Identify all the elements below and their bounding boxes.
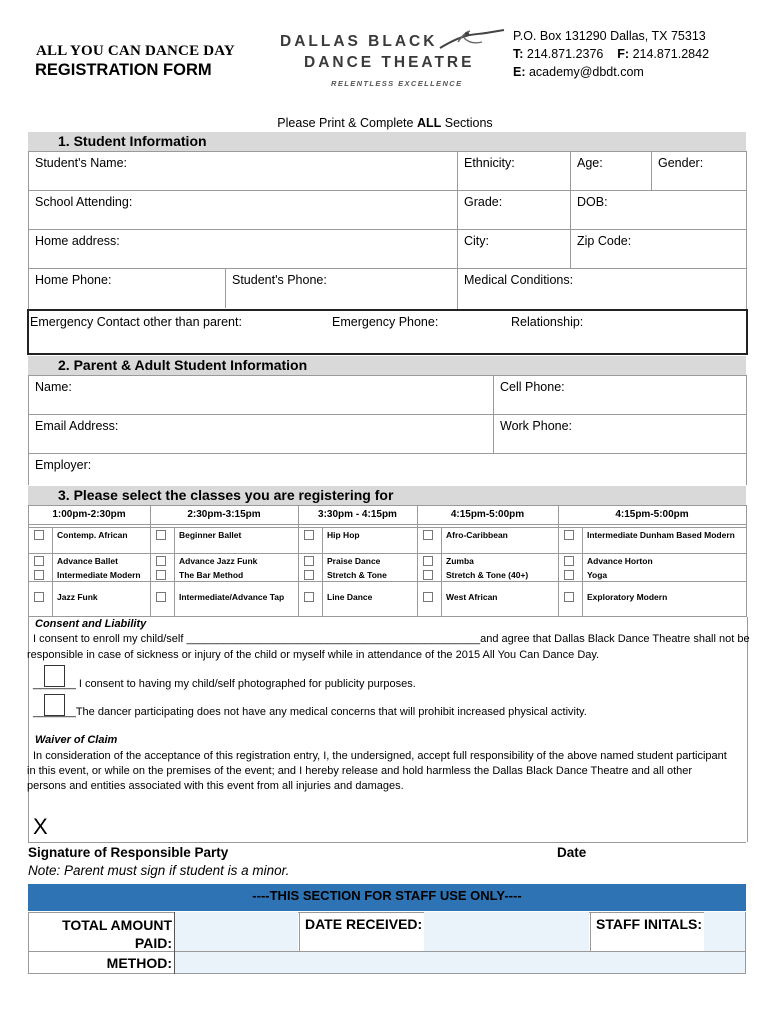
class-checkbox[interactable]	[423, 570, 433, 580]
date-received-label: DATE RECEIVED:	[305, 916, 423, 932]
phone-fax-line	[513, 45, 709, 63]
class-option-label: Advance Ballet	[57, 556, 118, 566]
consent-line1-prefix: I consent to enroll my child/self	[33, 633, 187, 645]
class-option-label: Hip Hop	[327, 530, 360, 540]
waiver-heading: Waiver of Claim	[35, 734, 118, 746]
photo-consent-blank[interactable]: _______	[33, 678, 76, 690]
work-phone-field[interactable]: Work Phone:	[500, 419, 573, 433]
class-checkbox[interactable]	[423, 530, 433, 540]
minor-note: Note: Parent must sign if student is a minor.	[28, 863, 290, 878]
email-line	[513, 63, 709, 81]
class-option-label: Intermediate Dunham Based Modern	[587, 530, 735, 540]
medical-consent-line	[33, 705, 587, 721]
class-option-label: Contemp. African	[57, 530, 128, 540]
gender-field[interactable]: Gender:	[658, 156, 704, 170]
class-option-label: The Bar Method	[179, 570, 244, 580]
students-name-field[interactable]: Student's Name:	[35, 156, 128, 170]
signature-x-mark: X	[33, 814, 48, 839]
child-name-blank[interactable]: ________________________________________________	[186, 633, 481, 645]
relationship-field[interactable]: Relationship:	[511, 315, 584, 329]
school-field[interactable]: School Attending:	[35, 195, 133, 209]
email-address: academy@dbdt.com	[528, 65, 644, 79]
photo-consent-text: I consent to having my child/self photographed for publicity purposes.	[75, 678, 416, 690]
staff-initials-input[interactable]	[704, 912, 745, 951]
date-label: Date	[557, 845, 587, 860]
class-checkbox[interactable]	[304, 570, 314, 580]
class-checkbox[interactable]	[34, 570, 44, 580]
total-amount-paid-label	[28, 916, 172, 952]
class-checkbox[interactable]	[564, 556, 574, 566]
class-option-label: Line Dance	[327, 592, 373, 602]
class-checkbox[interactable]	[156, 570, 166, 580]
payment-method-input[interactable]	[175, 952, 745, 973]
time-header-5: 4:15pm-5:00pm	[615, 509, 689, 520]
emergency-contact-field[interactable]: Emergency Contact other than parent:	[30, 315, 242, 329]
time-header-1: 1:00pm-2:30pm	[52, 509, 126, 520]
class-checkbox[interactable]	[564, 530, 574, 540]
section2-title: 2. Parent & Adult Student Information	[58, 357, 308, 373]
email-label: E:	[513, 65, 526, 79]
medical-conditions-field[interactable]: Medical Conditions:	[464, 273, 574, 287]
form-title-line2: REGISTRATION FORM	[35, 61, 212, 79]
grade-field[interactable]: Grade:	[464, 195, 503, 209]
class-option-label: West African	[446, 592, 498, 602]
dbdt-logo	[278, 28, 508, 90]
class-option-label: Beginner Ballet	[179, 530, 242, 540]
instructions	[0, 116, 770, 130]
class-option-label: Intermediate/Advance Tap	[179, 592, 285, 602]
staff-initials-label: STAFF INITALS:	[596, 916, 703, 932]
class-option-label: Stretch & Tone (40+)	[446, 570, 529, 580]
student-phone-field[interactable]: Student's Phone:	[232, 273, 327, 287]
class-option-label: Zumba	[446, 556, 474, 566]
consent-heading: Consent and Liability	[35, 618, 147, 630]
class-checkbox[interactable]	[304, 530, 314, 540]
signature-label: Signature of Responsible Party	[28, 845, 229, 860]
consent-line1	[33, 632, 750, 648]
time-header-3: 3:30pm - 4:15pm	[318, 509, 397, 520]
fax-label: F:	[617, 47, 630, 61]
waiver-line3: persons and entities associated with this event from all injuries and damages.	[27, 780, 404, 792]
age-field[interactable]: Age:	[577, 156, 603, 170]
class-option-label: Yoga	[587, 570, 608, 580]
class-checkbox[interactable]	[156, 556, 166, 566]
dob-field[interactable]: DOB:	[577, 195, 608, 209]
class-option-label: Afro-Caribbean	[446, 530, 508, 540]
photo-consent-line	[33, 677, 416, 693]
section2-header	[28, 356, 746, 375]
consent-line2: responsible in case of sickness or injury of the child or myself while in attendance of the 2015 All You Can Dance Day.	[27, 649, 600, 661]
section1-header	[28, 132, 746, 151]
zip-field[interactable]: Zip Code:	[577, 234, 632, 248]
parent-name-field[interactable]: Name:	[35, 380, 72, 394]
logo-tagline: RELENTLESS EXCELLENCE	[331, 79, 463, 88]
class-checkbox[interactable]	[423, 556, 433, 566]
paid-text: PAID:	[134, 935, 172, 951]
emergency-phone-field[interactable]: Emergency Phone:	[332, 315, 439, 329]
class-option-label: Exploratory Modern	[587, 592, 668, 602]
dancer-logo-icon	[436, 28, 506, 52]
class-option-label: Advance Horton	[587, 556, 653, 566]
class-checkbox[interactable]	[34, 530, 44, 540]
city-field[interactable]: City:	[464, 234, 489, 248]
staff-use-banner: ----THIS SECTION FOR STAFF USE ONLY----	[28, 884, 746, 911]
logo-text-line2: DANCE THEATRE	[304, 54, 475, 71]
medical-consent-text: The dancer participating does not have any medical concerns that will prohibit increased physical activity.	[75, 706, 587, 718]
class-option-label: Praise Dance	[327, 556, 381, 566]
consent-line1-suffix: and agree that Dallas Black Dance Theatre shall not be	[480, 633, 750, 645]
home-address-field[interactable]: Home address:	[35, 234, 120, 248]
instructions-text-end: Sections	[441, 116, 493, 130]
instructions-emphasis: ALL	[416, 116, 442, 130]
employer-field[interactable]: Employer:	[35, 458, 92, 472]
class-checkbox[interactable]	[156, 530, 166, 540]
class-option-label: Jazz Funk	[57, 592, 98, 602]
waiver-line2: in this event, or while on the premises of the event; and I hereby release and hold harmless the Dallas Black Dance Theatre and all other	[27, 765, 693, 777]
class-option-label: Stretch & Tone	[327, 570, 387, 580]
section1-title: 1. Student Information	[58, 133, 207, 149]
email-field[interactable]: Email Address:	[35, 419, 119, 433]
section3-title: 3. Please select the classes you are registering for	[58, 487, 394, 503]
signature-line[interactable]	[28, 838, 588, 840]
mailing-address: P.O. Box 131290 Dallas, TX 75313	[513, 29, 706, 43]
cell-phone-field[interactable]: Cell Phone:	[500, 380, 565, 394]
instructions-text: Please Print & Complete	[277, 116, 417, 130]
waiver-line1: In consideration of the acceptance of this registration entry, I, the undersigned, accept full responsibility of the above named student participant	[33, 750, 727, 762]
time-header-4: 4:15pm-5:00pm	[450, 509, 525, 520]
class-selection-grid	[28, 505, 746, 617]
phone-label: T:	[513, 47, 524, 61]
class-checkbox[interactable]	[564, 570, 574, 580]
total-paid-input[interactable]	[175, 912, 298, 951]
class-checkbox[interactable]	[423, 592, 433, 602]
total-amount-text: TOTAL AMOUNT	[62, 917, 172, 933]
class-checkbox[interactable]	[304, 556, 314, 566]
class-checkbox[interactable]	[156, 592, 166, 602]
section3-header	[28, 486, 746, 505]
method-label: METHOD:	[106, 955, 172, 971]
class-option-label: Intermediate Modern	[57, 570, 141, 580]
class-checkbox[interactable]	[34, 592, 44, 602]
fax-number: 214.871.2842	[632, 47, 710, 61]
form-title-line1: ALL YOU CAN DANCE DAY	[36, 43, 235, 59]
ethnicity-field[interactable]: Ethnicity:	[464, 156, 515, 170]
time-header-2: 2:30pm-3:15pm	[187, 509, 261, 520]
medical-consent-blank[interactable]: _______	[33, 706, 76, 718]
contact-block	[513, 27, 709, 81]
phone-number: 214.871.2376	[526, 47, 604, 61]
home-phone-field[interactable]: Home Phone:	[35, 273, 112, 287]
class-option-label: Advance Jazz Funk	[179, 556, 258, 566]
logo-text-line1: DALLAS BLACK	[280, 33, 438, 50]
date-received-input[interactable]	[424, 912, 589, 951]
class-checkbox[interactable]	[34, 556, 44, 566]
class-checkbox[interactable]	[304, 592, 314, 602]
class-checkbox[interactable]	[564, 592, 574, 602]
